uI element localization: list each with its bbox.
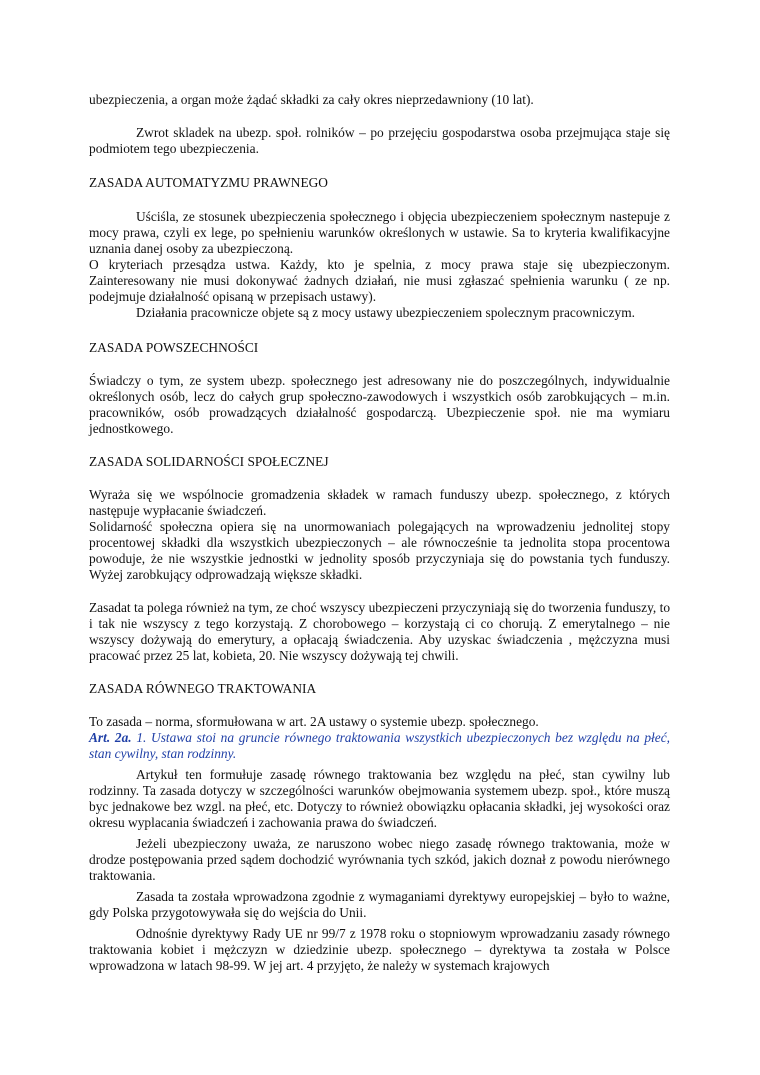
paragraph: Uściśla, ze stosunek ubezpieczenia społecznego i objęcia ubezpieczeniem społecznym nastepuje z mocy prawa, czyli ex lege, po spełnieniu warunków określonych w ustawie. Sa to kryteria kwalifikacyjne uznania danej osoby za ubezpieczoną. <box>89 209 670 256</box>
section-heading: ZASADA RÓWNEGO TRAKTOWANIA <box>89 681 317 696</box>
section-heading: ZASADA SOLIDARNOŚCI SPOŁECZNEJ <box>89 454 329 469</box>
paragraph: Wyraża się we wspólnocie gromadzenia składek w ramach funduszy ubezp. społecznego, z których następuje wypłacanie świadczeń. <box>89 487 670 518</box>
paragraph: Zasada ta została wprowadzona zgodnie z wymaganiami dyrektywy europejskiej – było to ważne, gdy Polska przygotowywała się do wejścia do Unii. <box>89 889 670 920</box>
paragraph: To zasada – norma, sformułowana w art. 2A ustawy o systemie ubezp. społecznego. <box>89 714 539 729</box>
paragraph: Artykuł ten formułuje zasadę równego traktowania bez względu na płeć, stan cywilny lub rodzinny. Ta zasada dotyczy w szczególności warunków obejmowania systemem ubezp. społ., które muszą byc jednakowe bez wzgl. na płeć, etc. Dotyczy to również obowiązku opłacania składki, jej wysokości oraz okresu wyplacania świadczeń i zachowania prawa do świadczeń. <box>89 767 670 830</box>
article-text: 1. Ustawa stoi na gruncie równego traktowania wszystkich ubezpieczonych bez względu na płeć, stan cywilny, stan rodzinny. <box>89 730 670 761</box>
paragraph: Odnośnie dyrektywy Rady UE nr 99/7 z 1978 roku o stopniowym wprowadzaniu zasady równego traktowania kobiet i mężczyzn w dziedzinie ubezp. społecznego – dyrektywa ta została w Polsce wprowadzona w latach 98-99. W jej art. 4 przyjęto, że należy w systemach krajowych <box>89 926 670 973</box>
article-label: Art. 2a. <box>89 730 132 745</box>
section-heading: ZASADA AUTOMATYZMU PRAWNEGO <box>89 175 328 190</box>
section-heading: ZASADA POWSZECHNOŚCI <box>89 340 259 355</box>
paragraph: O kryteriach przesądza ustwa. Każdy, kto je spelnia, z mocy prawa staje się ubezpieczonym. Zainteresowany nie musi dokonywać żadnych działań, nie musi zgłaszać spełnienia warunku ( ze np. podejmuje działalność opisaną w przepisach ustawy). <box>89 257 670 304</box>
paragraph: Jeżeli ubezpieczony uważa, ze naruszono wobec niego zasadę równego traktowania, może w drodze postępowania przed sądem dochodzić wyrównania tych szkód, jakich doznał z powodu nierównego traktowania. <box>89 836 670 883</box>
paragraph: Zwrot skladek na ubezp. społ. rolników – po przejęciu gospodarstwa osoba przejmująca staje się podmiotem tego ubezpieczenia. <box>89 125 670 156</box>
paragraph: Solidarność społeczna opiera się na unormowaniach polegających na wprowadzeniu jednolitej stopy procentowej składki dla wszystkich ubezpieczonych – ale równocześnie ta jednolita stopa procentowa powoduje, że nie wszystkie jednostki w jednolity sposób przyczyniaja się do powstania tych funduszy. Wyżej zarobkujący odprowadzają większe składki. <box>89 519 670 582</box>
article-quote <box>89 730 670 762</box>
paragraph: Zasadat ta polega również na tym, ze choć wszyscy ubezpieczeni przyczyniają się do tworzenia funduszy, to i tak nie wszyscy z tego korzystają. Z chorobowego – korzystają ci co chorują. Z emerytalnego – nie wszyscy dożywają do emerytury, a opłacają świadczenia. Aby uzyskac świadczenia , mężczyzna musi pracować przez 25 lat, kobieta, 20. Nie wszyscy dożywają tej chwili. <box>89 600 671 663</box>
paragraph: Świadczy o tym, ze system ubezp. społecznego jest adresowany nie do poszczególnych, indywidualnie określonych osób, lecz do całych grup społeczno-zawodowych i wszystkich osób zarobkujących – m.in. pracowników, osób prowadzących działalność gospodarczą. Ubezpieczenie społ. nie ma wymiaru jednostkowego. <box>89 373 670 436</box>
paragraph: Działania pracownicze objete są z mocy ustawy ubezpieczeniem spolecznym pracowniczym. <box>136 305 635 320</box>
paragraph: ubezpieczenia, a organ może żądać składki za cały okres nieprzedawniony (10 lat). <box>89 92 534 107</box>
document-body <box>89 92 670 974</box>
